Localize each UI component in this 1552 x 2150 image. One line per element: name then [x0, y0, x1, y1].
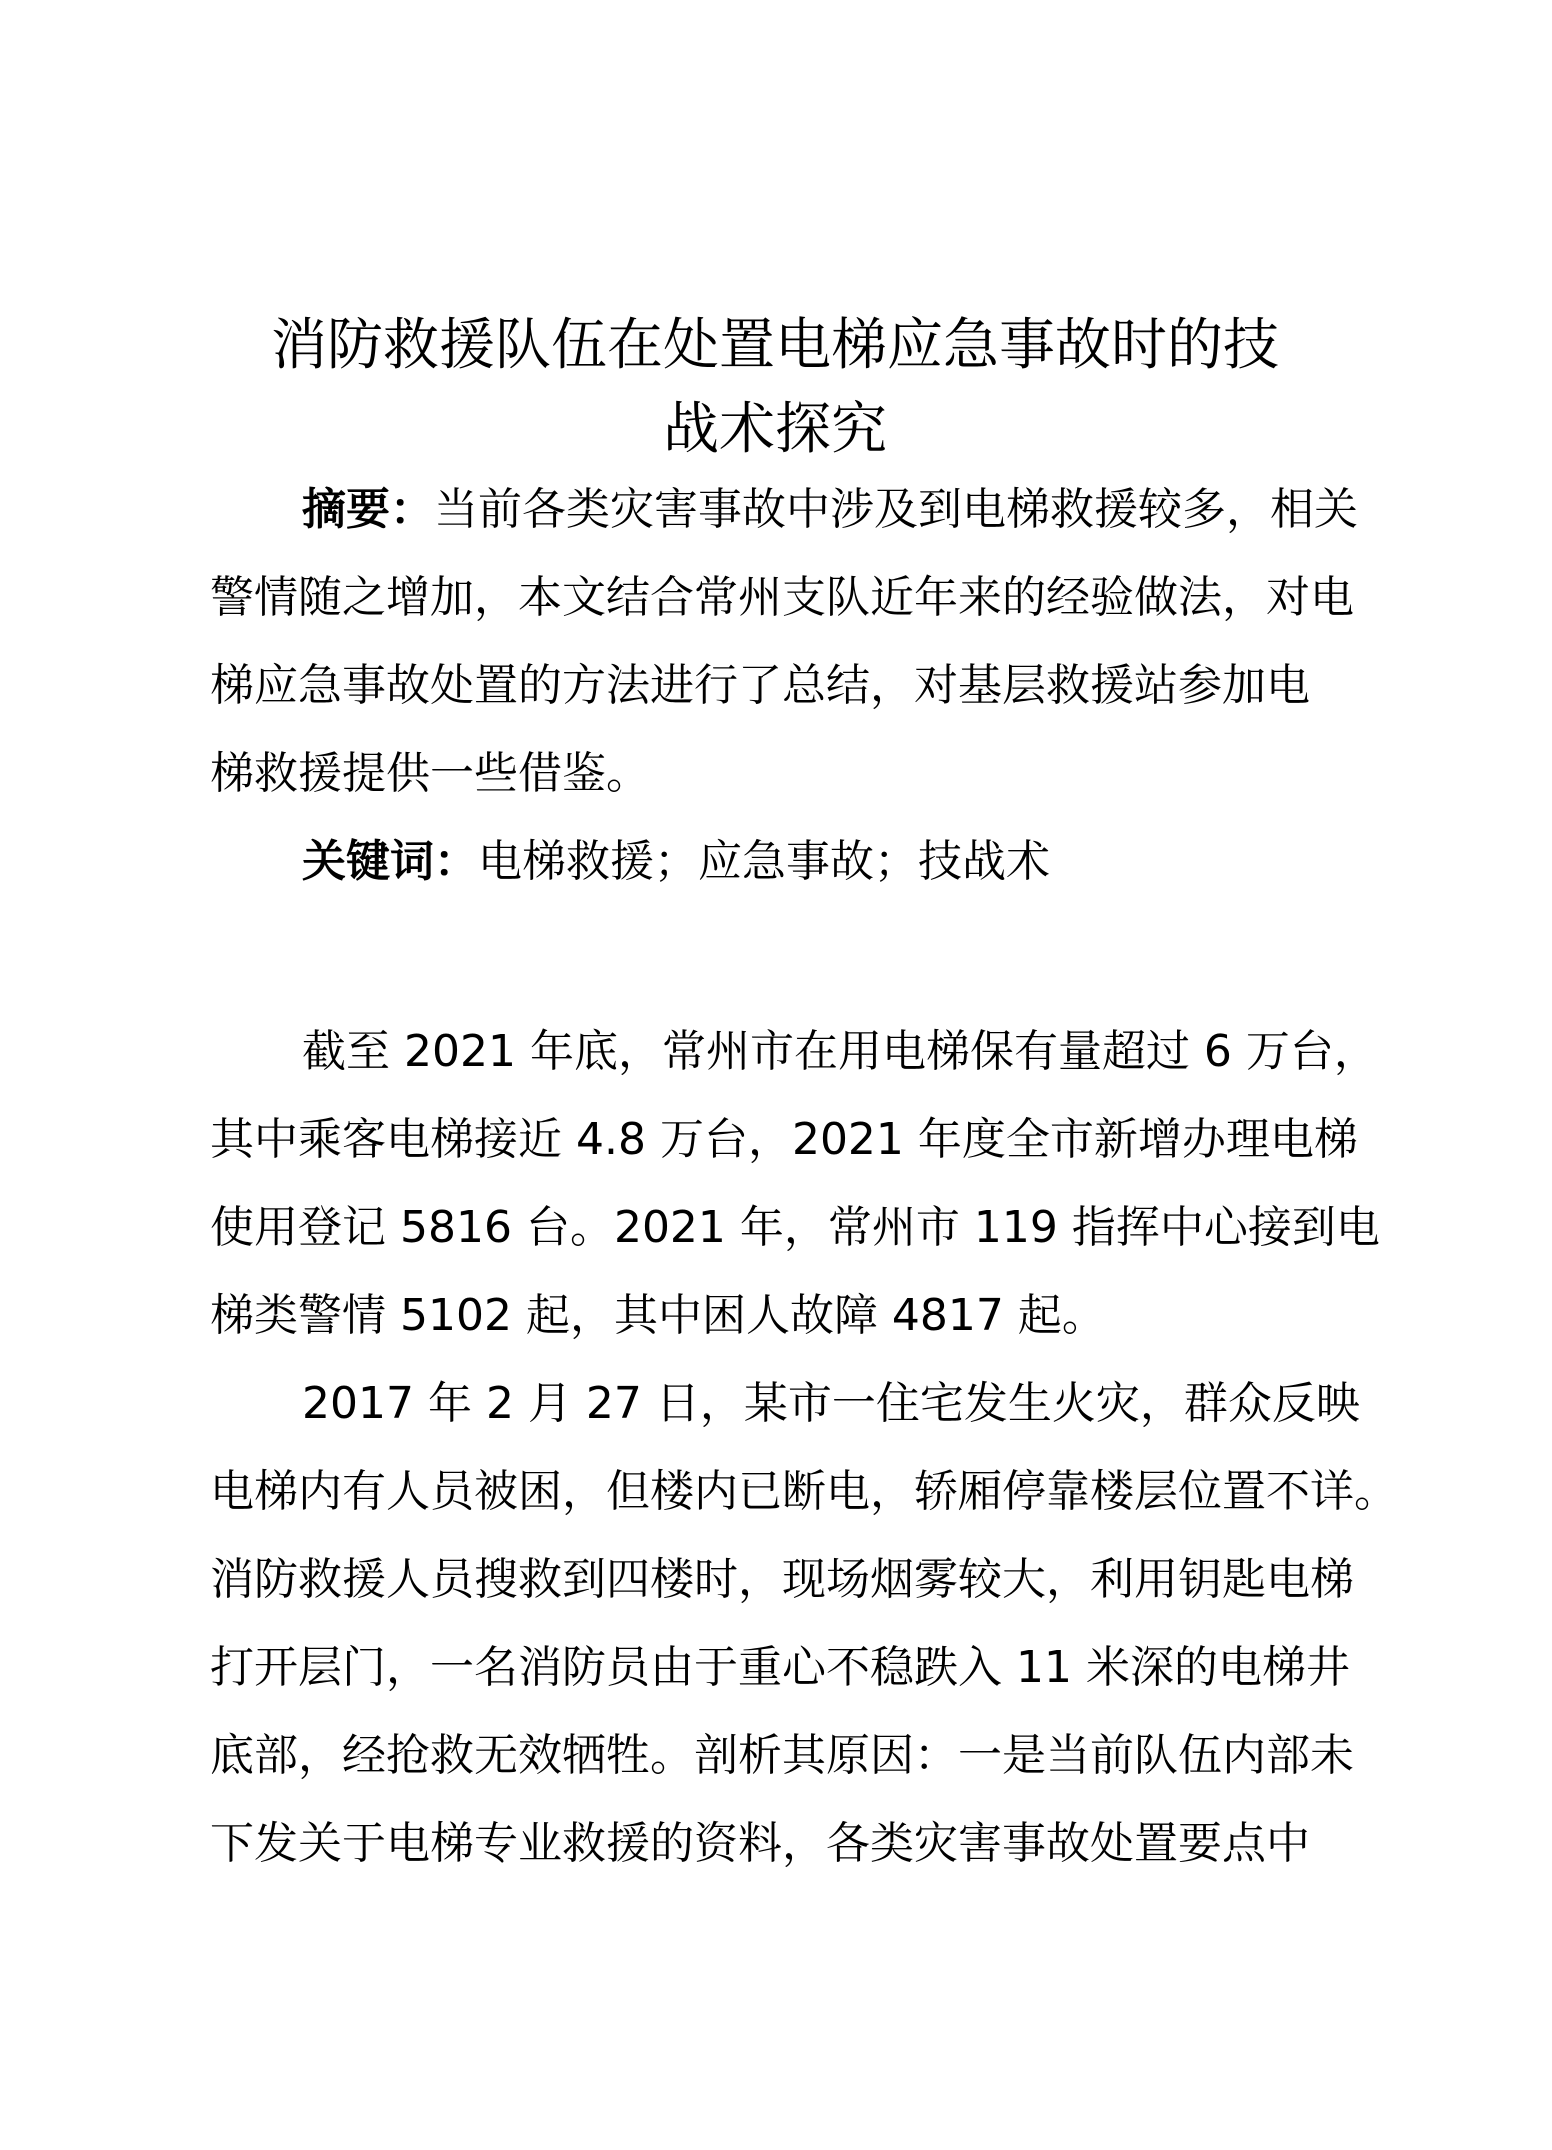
- paragraph-line: 梯类警情 5102 起，其中困人故障 4817 起。: [210, 1290, 1106, 1341]
- paragraph-line: 其中乘客电梯接近 4.8 万台，2021 年度全市新增办理电梯: [210, 1114, 1358, 1165]
- paragraph-line: 底部，经抢救无效牺牲。剖析其原因：一是当前队伍内部未: [210, 1730, 1354, 1781]
- keywords-line: [210, 818, 1360, 906]
- abstract: [210, 466, 1360, 818]
- abstract-line: [210, 466, 1360, 554]
- abstract-text: 当前各类灾害事故中涉及到电梯救援较多，相关: [434, 484, 1358, 535]
- keywords-text: 电梯救援；应急事故；技战术: [478, 836, 1050, 887]
- paragraph-line: 截至 2021 年底，常州市在用电梯保有量超过 6 万台，: [302, 1026, 1378, 1077]
- paragraph-1: [210, 1008, 1380, 1360]
- keywords-label: 关键词：: [302, 836, 478, 887]
- abstract-line: 梯应急事故处置的方法进行了总结，对基层救援站参加电: [210, 660, 1310, 711]
- paragraph-2: [210, 1360, 1398, 1888]
- paragraph-line: 下发关于电梯专业救援的资料，各类灾害事故处置要点中: [210, 1818, 1310, 1869]
- keywords: [210, 818, 1360, 906]
- abstract-line: 梯救援提供一些借鉴。: [210, 748, 650, 799]
- paragraph-line: 使用登记 5816 台。2021 年，常州市 119 指挥中心接到电: [210, 1202, 1380, 1253]
- paragraph-line: 消防救援人员搜救到四楼时，现场烟雾较大，利用钥匙电梯: [210, 1554, 1354, 1605]
- abstract-label: 摘要：: [302, 484, 434, 535]
- paragraph-line: 打开层门，一名消防员由于重心不稳跌入 11 米深的电梯井: [210, 1642, 1350, 1693]
- abstract-line: 警情随之增加，本文结合常州支队近年来的经验做法，对电: [210, 572, 1354, 623]
- paragraph-line: 电梯内有人员被困，但楼内已断电，轿厢停靠楼层位置不详。: [210, 1466, 1398, 1517]
- title-line-2: 战术探究: [663, 397, 887, 462]
- paragraph-line: 2017 年 2 月 27 日，某市一住宅发生火灾，群众反映: [302, 1378, 1360, 1429]
- document-title: [200, 304, 1350, 472]
- title-line-1: 消防救援队伍在处置电梯应急事故时的技: [271, 313, 1279, 378]
